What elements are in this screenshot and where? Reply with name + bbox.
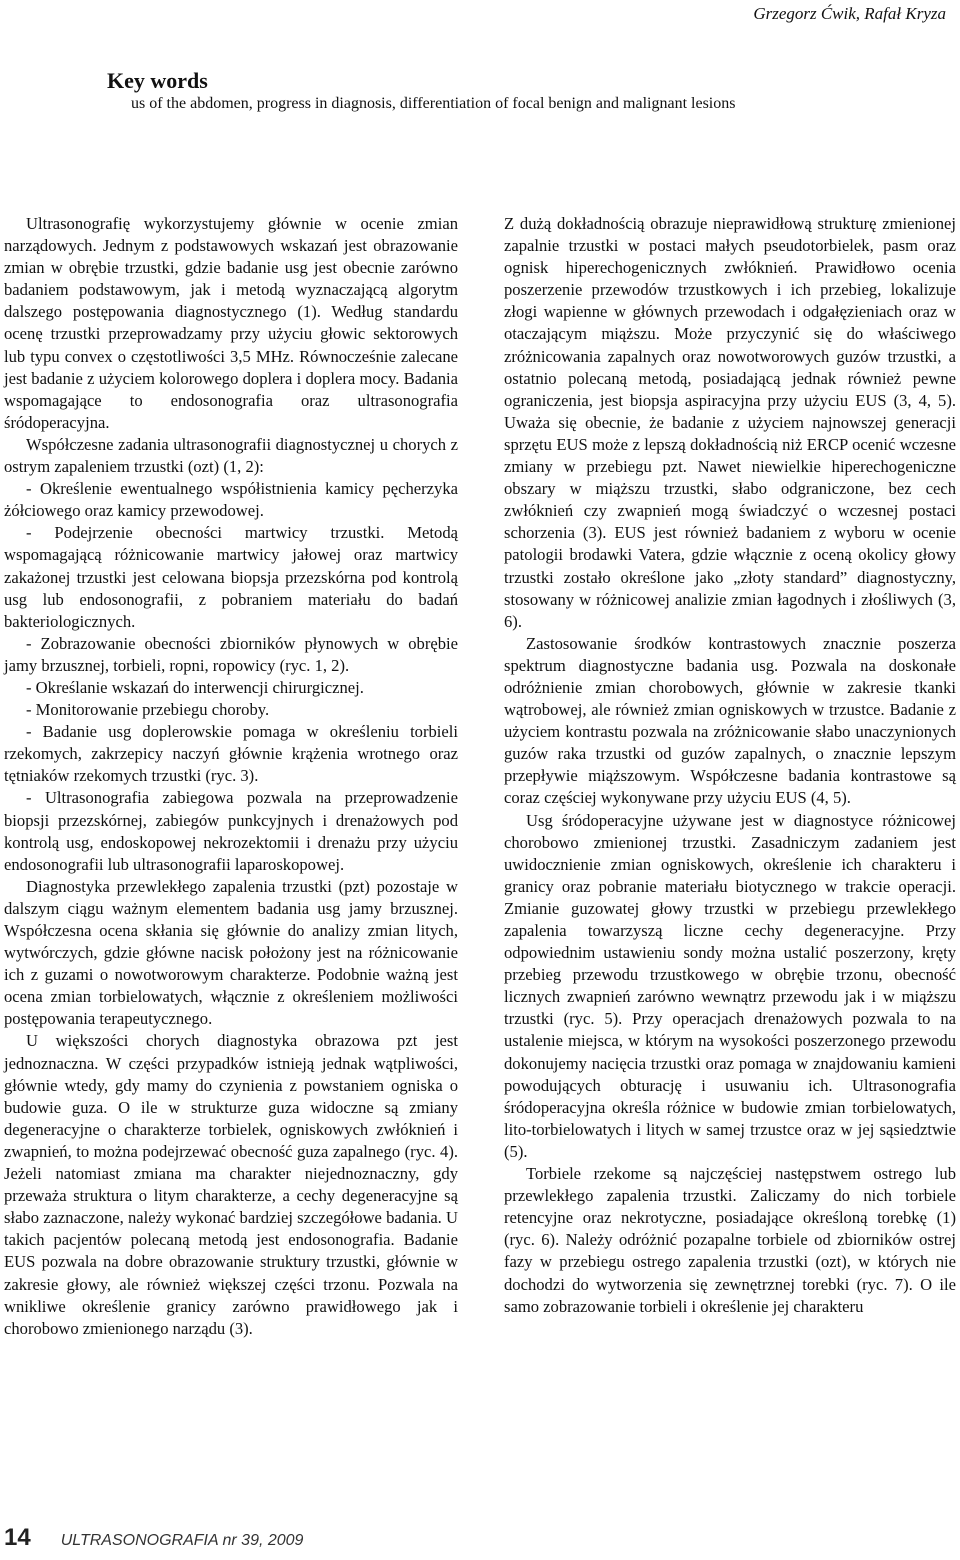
paragraph: Współczesne zadania ultrasonografii diagnostycznej u chorych z ostrym zapaleniem trzustki (ozt) (1, 2):	[4, 434, 458, 477]
keywords-text: us of the abdomen, progress in diagnosis, differentiation of focal benign and malignant lesions	[131, 95, 736, 112]
paragraph: Torbiele rzekome są najczęściej następstwem ostrego lub przewlekłego zapalenia trzustki. Zaliczamy do nich torbiele retencyjne oraz nekrotyczne, posiadające określoną torebkę (1) (ryc. 6). Należy odróżnić pozapalne torbiele od zbiorników ostrej fazy w przebiegu ostrego zapalenia trzustki (ozt), w których nie dochodzi do wytworzenia się zewnętrznej torebki (ryc. 7). O ile samo zobrazowanie torbieli i określenie jej charakteru	[504, 1164, 956, 1316]
journal-name: ULTRASONOGRAFIA nr 39, 2009	[60, 1532, 304, 1549]
list-item: - Podejrzenie obecności martwicy trzustki. Metodą wspomagającą różnicowanie martwicy jałowej oraz martwicy zakażonej trzustki jest celowana biopsja przezskórna pod kontrolą usg lub endosonografii, z pobraniem materiału do badań bakteriologicznych.	[4, 523, 458, 631]
paragraph: U większości chorych diagnostyka obrazowa pzt jest jednoznaczna. W części przypadków istnieją jednak wątpliwości, głównie wtedy, gdy mamy do czynienia z powstaniem ogniska o budowie guza. O ile w strukturze guza widoczne są zmiany degeneracyjne o charakterze torbielek, ogniskowych zwłóknień i zwapnień, to można podejrzewać obecność guza zapalnego (ryc. 4). Jeżeli natomiast zmiana ma charakter niejednoznaczny, gdy przeważa struktura o litym charakterze, a cechy degeneracyjne są słabo zaznaczone, należy wykonać bardziej szczegółowe badania. U takich pacjentów polecaną metodą jest endosonografia. Badanie EUS pozwala na dobre obrazowanie struktury trzustki, głównie w zakresie głowy, ale również większej części trzonu. Pozwala na wnikliwe określenie granicy zarówno prawidłowego jak i chorobowo zmienionego narządu (3).	[4, 1031, 458, 1338]
list-item: - Określanie wskazań do interwencji chirurgicznej.	[26, 677, 364, 697]
keywords-heading: Key words	[107, 68, 208, 93]
list-item: - Badanie usg doplerowskie pomaga w określeniu torbieli rzekomych, zakrzepicy naczyń głównie krążenia wrotnego oraz tętniaków rzekomych trzustki (ryc. 3).	[4, 722, 458, 786]
page-number: 14	[4, 1524, 31, 1551]
paragraph: Z dużą dokładnością obrazuje nieprawidłową strukturę zmienionej zapalnie trzustki w postaci małych pseudotorbielek, pasm oraz ognisk hiperechogenicznych zwłóknień. Prawidłowo ocenia poszerzenie przewodów trzustkowych i ich przebieg, lokalizuje złogi wapienne w głównych przewodach i odgałęzieniach oraz w otaczającym miąższu. Może przyczynić się do właściwego zróżnicowania zapalnych oraz nowotworowych guzów trzustki, a ostatnio polecaną metodą, posiadającą jednak również pewne ograniczenia, jest biopsja aspiracyjna przy użyciu EUS (3, 4, 5). Uważa się obecnie, że badanie z użyciem najnowszej generacji sprzętu EUS może z lepszą dokładnością niż ERCP ocenić wczesne zmiany w przebiegu pzt. Nawet niewielkie hiperechogeniczne obszary w miąższu trzustki, słabo odgraniczone, bez cech zwłóknień czy zwapnień mogą świadczyć o wczesnej postaci schorzenia (3). EUS jest również badaniem z wyboru w ocenie patologii brodawki Vatera, gdzie włącznie z oceną okolicy głowy trzustki zostało określone jako „złoty standard” diagnostyczny, stosowany w różnicowej analizie zmian łagodnych i złośliwych (3, 6).	[504, 214, 956, 631]
paragraph: Zastosowanie środków kontrastowych znacznie poszerza spektrum diagnostyczne badania usg. Pozwala na doskonałe odróżnienie zmian chorobowych, głównie w zakresie tkanki wątrobowej, ale również zmian ogniskowych w trzustce. Badanie z użyciem kontrastu pozwala na zróżnicowanie słabo unaczynionych guzów raka trzustki od guzów zapalnych, o znacznie lepszym przepływie miąższowym. Współczesne badania kontrastowe są coraz częściej wykonywane przy użyciu EUS (4, 5).	[504, 633, 956, 808]
page-footer	[4, 1524, 303, 1552]
running-head-authors: Grzegorz Ćwik, Rafał Kryza	[753, 4, 946, 23]
list-item: - Ultrasonografia zabiegowa pozwala na przeprowadzenie biopsji przezskórnej, zabiegów punkcyjnych i drenażowych pod kontrolą usg, endoskopowej nekrozektomii i drenażu przy użyciu endosonografii lub ultrasonografii laparoskopowej.	[4, 788, 458, 874]
paragraph: Usg śródoperacyjne używane jest w diagnostyce różnicowej chorobowo zmienionej trzustki. Zasadniczym zadaniem jest uwidocznienie zmian ogniskowych, określenie ich charakteru i granicy oraz pobranie materiału biotycznego w trakcie operacji. Zmianie guzowatej głowy trzustki w przebiegu przewlekłego zapalenia towarzyszą liczne cechy degeneracyjne. Przy odpowiednim ustawieniu sondy można ustalić poszerzony, kręty przebieg przewodu trzustkowego w obrębie trzonu, obecność licznych zwapnień zarówno wewnątrz przewodu jak i w miąższu trzustki (ryc. 5). Przy operacjach drenażowych pozwala to na ustalenie miejsca, w którym na wysokości poszerzonego przewodu dokonujemy nacięcia trzustki oraz pomaga w znajdowaniu kamieni powodujących obturację i usuwaniu ich. Ultrasonografia śródoperacyjna określa różnice w budowie zmian torbielowatych, lito-torbielowatych i litych w samej trzustce oraz w jej sąsiedztwie (5).	[504, 810, 956, 1161]
list-item: - Zobrazowanie obecności zbiorników płynowych w obrębie jamy brzusznej, torbieli, ropni, ropowicy (ryc. 1, 2).	[4, 633, 458, 675]
paragraph: Diagnostyka przewlekłego zapalenia trzustki (pzt) pozostaje w dalszym ciągu ważnym elementem badania usg jamy brzusznej. Współczesna ocena skłania się głównie do analizy zmian litych, wytwórczych, gdzie główne nacisk położony jest na różnicowanie ich z guzami o nowotworowym charakterze. Podobnie ważną jest ocena zmian torbielowatych, włącznie z określeniem możliwości postępowania terapeutycznego.	[4, 876, 458, 1029]
paragraph: Ultrasonografię wykorzystujemy głównie w ocenie zmian narządowych. Jednym z podstawowych wskazań jest obrazowanie zmian w obrębie trzustki, gdzie badanie usg jest obecnie zarówno badaniem podstawowym, jak i metodą wyznaczającą algorytm dalszego postępowania diagnostycznego (1). Według standardu ocenę trzustki przeprowadzamy przy użyciu głowic sektorowych lub typu convex o częstotliwości 3,5 MHz. Równocześnie zalecane jest badanie z użyciem kolorowego doplera i doplera mocy. Badania wspomagające to endosonografia oraz ultrasonografia śródoperacyjna.	[4, 214, 458, 432]
left-column	[4, 213, 458, 1340]
right-column	[504, 213, 956, 1318]
list-item: - Określenie ewentualnego współistnienia kamicy pęcherzyka żółciowego oraz kamicy przewodowej.	[4, 479, 458, 521]
list-item: - Monitorowanie przebiegu choroby.	[26, 700, 270, 720]
